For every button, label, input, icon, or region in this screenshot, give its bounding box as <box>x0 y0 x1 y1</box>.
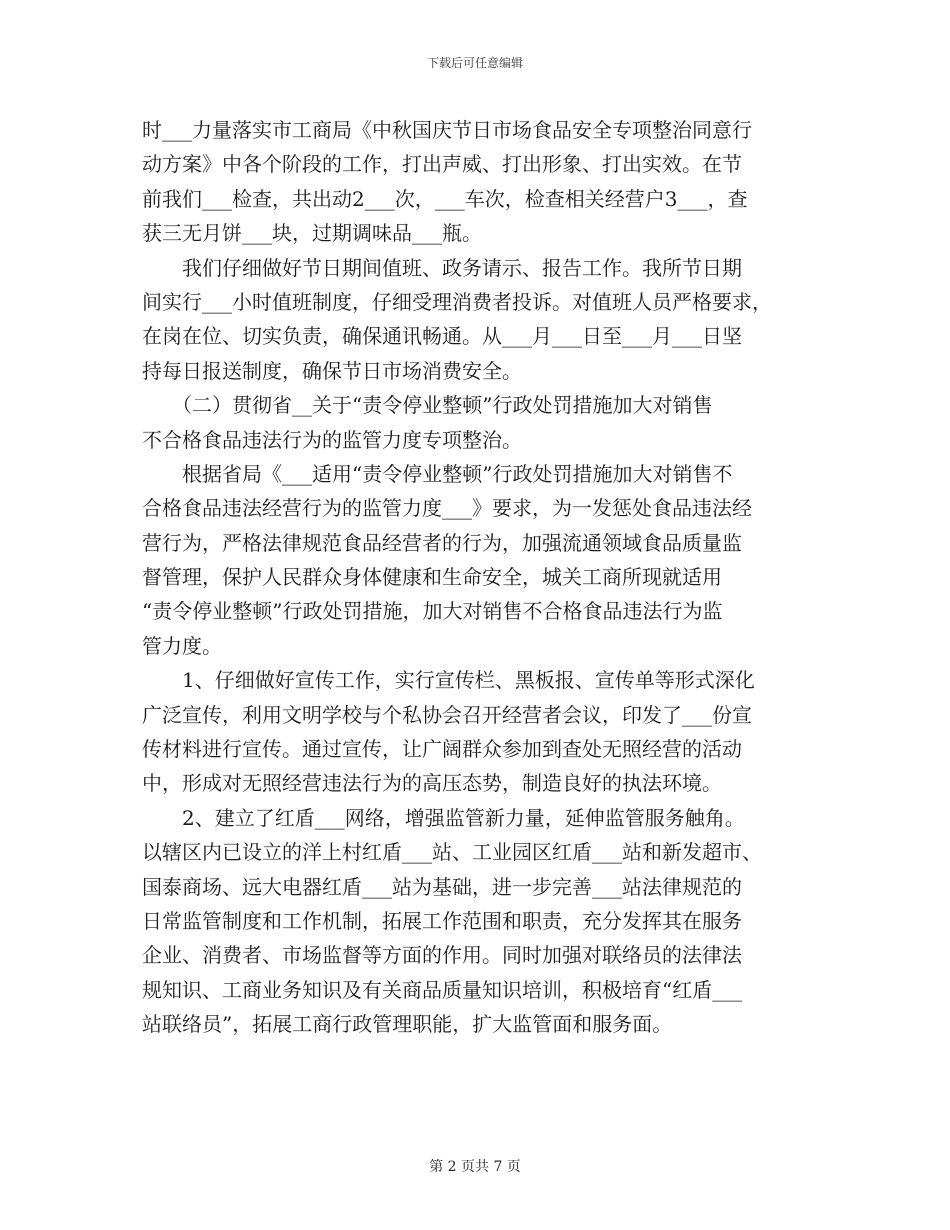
text-line: 持每日报送制度，确保节日市场消费安全。 <box>142 358 522 383</box>
page-number: 第 2 页共 7 页 <box>429 1159 521 1175</box>
text-line: 营行为，严格法律规范食品经营者的行为，加强流通领域食品质量监 <box>142 530 742 555</box>
text-line: 企业、消费者、市场监督等方面的作用。同时加强对联络员的法律法 <box>142 943 742 968</box>
text-line: 1、仔细做好宣传工作，实行宣传栏、黑板报、宣传单等形式深化 <box>142 668 755 693</box>
text-line: 在岗在位、切实负责，确保通讯畅通。从___月___日至___月___日坚 <box>142 324 742 349</box>
text-line: 国泰商场、远大电器红盾___站为基础，进一步完善___站法律规范的 <box>142 874 742 899</box>
text-line: “责令停业整顿”行政处罚措施，加大对销售不合格食品违法行为监 <box>142 599 723 624</box>
text-line: 2、建立了红盾___网络，增强监管新力量，延伸监管服务触角。 <box>142 805 745 830</box>
text-line: （二）贯彻省__关于“责令停业整顿”行政处罚措施加大对销售 <box>142 393 713 418</box>
text-line: 前我们___检查，共出动2___次，___车次，检查相关经营户3___，查 <box>142 186 748 211</box>
text-line: 站联络员”，拓展工商行政管理职能，扩大监管面和服务面。 <box>142 1012 673 1037</box>
text-line: 以辖区内已设立的洋上村红盾___站、工业园区红盾___站和新发超市、 <box>142 840 762 865</box>
text-line: 传材料进行宣传。通过宣传，让广阔群众参加到查处无照经营的活动 <box>142 737 742 762</box>
text-line: 我们仔细做好节日期间值班、政务请示、报告工作。我所节日期 <box>142 255 742 280</box>
document-body <box>142 113 832 1042</box>
text-line: 获三无月饼___块，过期调味品___瓶。 <box>142 221 482 246</box>
text-line: 间实行___小时值班制度，仔细受理消费者投诉。对值班人员严格要求， <box>142 289 772 314</box>
text-line: 广泛宣传，利用文明学校与个私协会召开经营者会议，印发了___份宣 <box>142 702 752 727</box>
text-line: 管力度。 <box>142 633 222 658</box>
text-line: 规知识、工商业务知识及有关商品质量知识培训，积极培育“红盾___ <box>142 977 743 1002</box>
text-line: 根据省局《___适用“责令停业整顿”行政处罚措施加大对销售不 <box>142 461 733 486</box>
page-header: 下载后可任意编辑 <box>426 56 523 70</box>
text-line: 中，形成对无照经营违法行为的高压态势，制造良好的执法环境。 <box>142 771 722 796</box>
text-line: 动方案》中各个阶段的工作，打出声威、打出形象、打出实效。在节 <box>142 152 742 177</box>
text-line: 不合格食品违法行为的监管力度专项整治。 <box>142 427 522 452</box>
text-line: 时___力量落实市工商局《中秋国庆节日市场食品安全专项整治同意行 <box>142 118 752 142</box>
text-line: 日常监管制度和工作机制，拓展工作范围和职责，充分发挥其在服务 <box>142 908 742 933</box>
text-line: 督管理，保护人民群众身体健康和生命安全，城关工商所现就适用 <box>142 565 722 590</box>
text-line: 合格食品违法经营行为的监管力度___》要求，为一发惩处食品违法经 <box>142 496 752 521</box>
